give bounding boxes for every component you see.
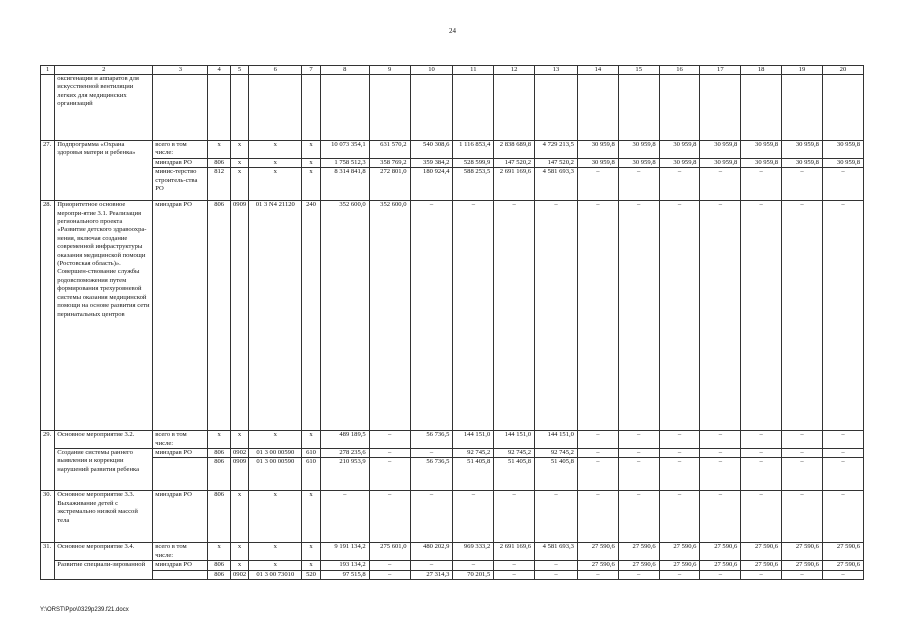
amount-cell: – [618,458,659,491]
code-cell: x [302,141,320,159]
executor-cell: всего в том числе: [153,141,208,159]
amount-cell: – [369,570,410,579]
amount-cell: – [741,168,782,201]
code-cell: x [302,491,320,543]
code-cell: x [302,561,320,570]
amount-cell: 30 959,8 [822,141,863,159]
amount-cell: – [618,431,659,449]
amount-cell: 358 769,2 [369,158,410,167]
amount-cell: – [700,570,741,579]
amount-cell: – [659,491,700,543]
amount-cell: – [782,168,823,201]
header-row [41,66,864,75]
code-cell: 812 [208,168,230,201]
code-cell: 0909 [230,458,248,491]
table-row [41,141,864,159]
amount-cell: 180 924,4 [410,168,453,201]
code-cell: x [230,141,248,159]
amount-cell: – [782,458,823,491]
amount-cell: – [494,570,535,579]
amount-cell: 272 801,0 [369,168,410,201]
amount-cell: – [782,449,823,458]
amount-cell: – [659,431,700,449]
column-header: 6 [249,66,302,75]
amount-cell: 359 384,2 [410,158,453,167]
column-header: 11 [453,66,494,75]
amount-cell: – [618,570,659,579]
amount-cell: 969 333,2 [453,543,494,561]
amount-cell: 30 959,8 [741,141,782,159]
executor-cell: минздрав РО [153,491,208,543]
amount-cell: – [577,570,618,579]
amount-cell: – [741,431,782,449]
amount-cell: 56 736,5 [410,458,453,491]
amount-cell: – [700,431,741,449]
column-header: 16 [659,66,700,75]
amount-cell: – [659,570,700,579]
amount-cell: 489 189,5 [320,431,369,449]
amount-cell: 2 691 169,6 [494,168,535,201]
amount-cell: 97 515,8 [320,570,369,579]
amount-cell: 51 405,8 [453,458,494,491]
column-header: 5 [230,66,248,75]
amount-cell: 27 590,6 [700,561,741,570]
code-cell: 520 [302,570,320,579]
amount-cell: 480 202,9 [410,543,453,561]
amount-cell: 56 736,5 [410,431,453,449]
table-row [41,458,864,491]
code-cell: 806 [208,491,230,543]
amount-cell: 8 314 841,8 [320,168,369,201]
amount-cell: – [618,449,659,458]
table-row [41,431,864,449]
amount-cell: 210 953,9 [320,458,369,491]
amount-cell: – [369,431,410,449]
code-cell: x [249,431,302,449]
amount-cell: – [700,491,741,543]
row-number-cell: 28. [41,201,55,431]
row-number-cell [41,75,55,141]
amount-cell: – [741,570,782,579]
amount-cell: 30 959,8 [618,158,659,167]
code-cell: x [208,141,230,159]
code-cell: 240 [302,201,320,431]
amount-cell: – [369,449,410,458]
column-header: 8 [320,66,369,75]
amount-cell: 10 073 354,1 [320,141,369,159]
column-header: 10 [410,66,453,75]
amount-cell: – [577,458,618,491]
amount-cell: – [577,201,618,431]
amount-cell: 27 590,6 [659,561,700,570]
item-name-cell: Основное мероприятие 3.2. [55,431,153,449]
executor-cell: минздрав РО [153,561,208,570]
amount-cell: 4 581 693,3 [535,168,578,201]
amount-cell: – [822,491,863,543]
executor-cell: минздрав РО [153,449,208,458]
amount-cell: 144 151,0 [535,431,578,449]
amount-cell: 92 745,2 [453,449,494,458]
code-cell: 01 3 N4 21120 [249,201,302,431]
code-cell: 610 [302,449,320,458]
amount-cell: – [453,201,494,431]
amount-cell: – [577,168,618,201]
code-cell: 0909 [230,201,248,431]
item-name-cell: Основное мероприятие 3.4. [55,543,153,561]
table-row [41,75,864,141]
table-row [41,168,864,201]
executor-cell: минис-терство строитель-ства РО [153,168,208,201]
code-cell: x [249,141,302,159]
amount-cell: 27 590,6 [618,543,659,561]
code-cell: 806 [208,570,230,579]
code-cell: 01 3 00 00590 [249,449,302,458]
code-cell: x [230,168,248,201]
amount-cell: – [577,449,618,458]
amount-cell: – [782,570,823,579]
row-number-cell: 27. [41,141,55,201]
column-header: 13 [535,66,578,75]
code-cell: x [249,543,302,561]
amount-cell: – [782,491,823,543]
code-cell: x [249,168,302,201]
code-cell: 0902 [230,570,248,579]
code-cell: 806 [208,561,230,570]
executor-cell [153,570,208,579]
amount-cell: – [494,561,535,570]
amount-cell: 27 590,6 [822,561,863,570]
item-name-cell: Приоритетное основное меропри-ятие 3.1. Реализация регионального проекта «Развитие детского здравоохра-нения, включая создание современной инфраструктуры оказания медицинской помощи (Ростовская область)». Совершен-ствование службы родовспоможения путем формирования трехуровневой системы оказания медицинской помощи на основе развития сети перинатальных центров [55,201,153,431]
column-header: 7 [302,66,320,75]
code-cell: 610 [302,458,320,491]
amount-cell: 1 758 512,3 [320,158,369,167]
amount-cell: 27 314,3 [410,570,453,579]
amount-cell: 27 590,6 [741,543,782,561]
row-number-cell: 29. [41,431,55,491]
code-cell: x [302,158,320,167]
amount-cell: 30 959,8 [741,158,782,167]
column-header: 17 [700,66,741,75]
amount-cell: – [577,431,618,449]
table-row [41,449,864,458]
table-row [41,561,864,570]
column-header: 14 [577,66,618,75]
amount-cell: 352 600,0 [320,201,369,431]
amount-cell: – [741,449,782,458]
item-name-cell: Развитие специали-зированной [55,561,153,580]
code-cell: x [208,431,230,449]
table-row [41,570,864,579]
amount-cell: 30 959,8 [822,158,863,167]
amount-cell: 30 959,8 [659,141,700,159]
amount-cell: 147 520,2 [535,158,578,167]
code-cell: x [230,491,248,543]
amount-cell: 51 405,8 [494,458,535,491]
amount-cell: – [618,491,659,543]
executor-cell [153,458,208,491]
amount-cell: – [822,449,863,458]
table-row [41,158,864,167]
amount-cell: – [410,561,453,570]
code-cell: x [249,158,302,167]
amount-cell: – [410,491,453,543]
amount-cell: – [453,491,494,543]
code-cell: x [302,168,320,201]
amount-cell: 30 959,8 [577,141,618,159]
item-name-cell: Основное мероприятие 3.3. Выхаживание детей с экстремально низкой массой тела [55,491,153,543]
amount-cell: 30 959,8 [782,141,823,159]
amount-cell: – [494,491,535,543]
amount-cell: – [822,458,863,491]
amount-cell: 27 590,6 [618,561,659,570]
code-cell: x [249,491,302,543]
amount-cell: 30 959,8 [659,158,700,167]
amount-cell: – [741,201,782,431]
page-number: 24 [449,27,456,35]
code-cell: x [249,561,302,570]
table-row [41,201,864,431]
amount-cell: 1 116 853,4 [453,141,494,159]
amount-cell: 4 581 693,3 [535,543,578,561]
amount-cell: – [822,201,863,431]
code-cell: 806 [208,158,230,167]
amount-cell: 147 520,2 [494,158,535,167]
executor-cell: минздрав РО [153,201,208,431]
amount-cell: – [700,168,741,201]
table-row [41,491,864,543]
code-cell: x [230,158,248,167]
amount-cell: 9 191 134,2 [320,543,369,561]
item-name-cell: Создание системы раннего выявления и коррекции нарушений развития ребенка [55,449,153,491]
amount-cell: – [782,431,823,449]
amount-cell: – [618,168,659,201]
amount-cell: 27 590,6 [700,543,741,561]
code-cell: 01 3 00 73010 [249,570,302,579]
column-header: 4 [208,66,230,75]
code-cell: x [230,543,248,561]
amount-cell: – [453,561,494,570]
amount-cell: 144 151,0 [494,431,535,449]
amount-cell: 144 151,0 [453,431,494,449]
column-header: 19 [782,66,823,75]
amount-cell: – [535,570,578,579]
column-header: 3 [153,66,208,75]
amount-cell: 27 590,6 [577,561,618,570]
executor-cell: всего в том числе: [153,543,208,561]
amount-cell: – [822,431,863,449]
amount-cell: – [369,491,410,543]
column-header: 15 [618,66,659,75]
item-name-cell: Подпрограмма «Охрана здоровья матери и ребенка» [55,141,153,201]
amount-cell: 51 405,8 [535,458,578,491]
amount-cell: – [618,201,659,431]
amount-cell: – [410,449,453,458]
amount-cell: 92 745,2 [535,449,578,458]
amount-cell: 193 134,2 [320,561,369,570]
executor-cell: всего в том числе: [153,431,208,449]
amount-cell: 30 959,8 [700,141,741,159]
amount-cell: 278 235,6 [320,449,369,458]
amount-cell: 27 590,6 [659,543,700,561]
row-number-cell: 30. [41,491,55,543]
amount-cell: – [700,449,741,458]
amount-cell: – [659,168,700,201]
amount-cell: – [410,201,453,431]
column-header: 20 [822,66,863,75]
amount-cell: 352 600,0 [369,201,410,431]
amount-cell: – [659,201,700,431]
row-number-cell: 31. [41,543,55,580]
amount-cell: 27 590,6 [782,543,823,561]
amount-cell: 70 201,5 [453,570,494,579]
budget-table [40,65,864,580]
code-cell: x [302,431,320,449]
code-cell: 806 [208,201,230,431]
amount-cell: 30 959,8 [782,158,823,167]
amount-cell: – [659,458,700,491]
amount-cell: 631 570,2 [369,141,410,159]
amount-cell: – [577,491,618,543]
amount-cell: 27 590,6 [822,543,863,561]
amount-cell: – [822,570,863,579]
amount-cell: – [535,201,578,431]
amount-cell: 2 838 689,8 [494,141,535,159]
amount-cell: 27 590,6 [741,561,782,570]
item-name-cell: оксигенации и аппаратов для искусственной вентиляции легких для медицинских организаций [55,75,153,141]
amount-cell: – [741,458,782,491]
code-cell: 806 [208,458,230,491]
amount-cell: 27 590,6 [577,543,618,561]
amount-cell: – [320,491,369,543]
column-header: 1 [41,66,55,75]
amount-cell: 4 729 213,5 [535,141,578,159]
code-cell: 806 [208,449,230,458]
code-cell: 0902 [230,449,248,458]
amount-cell: 30 959,8 [700,158,741,167]
code-cell: x [208,543,230,561]
amount-cell: 588 253,5 [453,168,494,201]
amount-cell: 2 691 169,6 [494,543,535,561]
column-header: 2 [55,66,153,75]
amount-cell: 30 959,8 [618,141,659,159]
column-header: 9 [369,66,410,75]
amount-cell: – [700,458,741,491]
amount-cell: – [369,561,410,570]
amount-cell: 540 308,6 [410,141,453,159]
amount-cell: – [494,201,535,431]
amount-cell: – [741,491,782,543]
amount-cell: 30 959,8 [577,158,618,167]
amount-cell: 528 599,9 [453,158,494,167]
code-cell: x [230,431,248,449]
table-row [41,543,864,561]
code-cell: x [230,561,248,570]
footer-file-path: Y:\ORST\Ppo\0329p239.f21.docx [40,607,129,613]
amount-cell: 275 601,0 [369,543,410,561]
amount-cell: – [369,458,410,491]
amount-cell: – [535,491,578,543]
executor-cell: минздрав РО [153,158,208,167]
amount-cell: 92 745,2 [494,449,535,458]
amount-cell: – [700,201,741,431]
code-cell: x [302,543,320,561]
column-header: 12 [494,66,535,75]
column-header: 18 [741,66,782,75]
amount-cell: – [782,201,823,431]
amount-cell: – [659,449,700,458]
amount-cell: – [822,168,863,201]
amount-cell: – [535,561,578,570]
code-cell: 01 3 00 00590 [249,458,302,491]
amount-cell: 27 590,6 [782,561,823,570]
